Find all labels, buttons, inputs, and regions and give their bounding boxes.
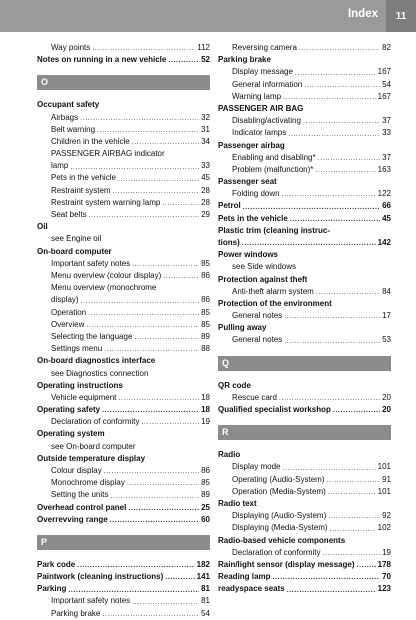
index-entry: Radio-based vehicle components (218, 535, 346, 545)
dot-leader (70, 163, 199, 173)
index-entry-label: display) (51, 295, 79, 305)
index-entry-page: 82 (382, 42, 391, 52)
dot-leader (287, 586, 376, 596)
index-entry-page: 102 (377, 523, 391, 533)
index-entry-page: 18 (201, 392, 210, 402)
index-entry-label: tions) (218, 237, 240, 247)
index-entry-label: Seat belts (51, 210, 87, 220)
index-entry-page: 112 (197, 42, 210, 52)
index-letter-heading: R (218, 425, 391, 440)
index-entry-label: lamp (51, 161, 69, 171)
dot-leader (284, 312, 380, 322)
index-entry: Menu overview (monochrome (51, 283, 157, 293)
index-letter-heading: O (37, 75, 210, 90)
index-column-right (218, 42, 391, 596)
index-entry-label: Setting the units (51, 490, 109, 500)
dot-leader (77, 561, 194, 571)
index-entry-label: Overview (51, 319, 85, 329)
index-entry: Occupant safety (37, 100, 100, 110)
index-entry-page: 33 (382, 128, 391, 138)
index-entry-page: 92 (382, 511, 391, 521)
index-entry-label: Declaration of conformity (51, 417, 140, 427)
index-entry: Pulling away (218, 323, 267, 333)
index-entry-label: Petrol (218, 201, 241, 211)
dot-leader (86, 321, 199, 331)
index-entry-page: 85 (201, 258, 210, 268)
index-entry-page: 86 (201, 270, 210, 280)
dot-leader (88, 309, 199, 319)
dot-leader (163, 272, 199, 282)
dot-leader (330, 525, 376, 535)
index-entry (37, 608, 210, 620)
index-entry-page: 123 (377, 584, 391, 594)
index-entry (37, 42, 210, 54)
index-entry-label: readyspace seats (218, 584, 285, 594)
index-entry-page: 20 (382, 405, 391, 415)
index-entry-page: 86 (201, 465, 210, 475)
index-entry-label: Rain/light sensor (display message) (218, 559, 355, 569)
dot-leader (284, 337, 380, 347)
index-entry-label: Paintwork (cleaning instructions) (37, 572, 164, 582)
index-entry (37, 559, 210, 571)
index-entry: On-board diagnostics interface (37, 356, 156, 366)
index-entry-label: Display mode (232, 462, 281, 472)
index-entry: Parking brake (218, 55, 271, 65)
index-entry-label: Important safety notes (51, 258, 131, 268)
dot-leader (356, 561, 375, 571)
index-entry (218, 547, 391, 559)
dot-leader (316, 288, 380, 298)
index-entry (37, 270, 210, 282)
dot-leader (243, 203, 380, 213)
index-entry-label: Park code (37, 559, 76, 569)
index-entry: Radio text (218, 499, 257, 508)
dot-leader (104, 467, 199, 477)
index-entry: see On-board computer (51, 441, 136, 451)
index-entry (37, 319, 210, 331)
index-column-left (37, 42, 210, 620)
index-entry (37, 54, 210, 66)
index-entry (37, 502, 210, 514)
index-entry: Operating instructions (37, 380, 123, 390)
index-entry (218, 571, 391, 583)
index-entry (37, 173, 210, 185)
index-entry (218, 66, 391, 78)
dot-leader (304, 81, 380, 91)
index-entry (37, 465, 210, 477)
index-entry: Protection against theft (218, 274, 308, 284)
dot-leader (102, 610, 199, 620)
index-entry-label: Reversing camera (232, 42, 297, 52)
index-entry (218, 237, 391, 249)
index-entry-page: 19 (382, 547, 391, 557)
index-entry-label: Operation (Media-System) (232, 486, 326, 496)
index-entry-page: 29 (201, 210, 210, 220)
index-entry-page: 91 (382, 474, 391, 484)
index-entry-label: Pets in the vehicle (51, 173, 116, 183)
index-entry-page: 31 (201, 124, 210, 134)
index-entry (218, 335, 391, 347)
index-entry (218, 42, 391, 54)
index-entry-page: 37 (382, 116, 391, 126)
index-entry-label: Overrevving range (37, 514, 108, 524)
index-entry-page: 34 (201, 136, 210, 146)
index-entry: PASSENGER AIR BAG (218, 103, 304, 113)
index-entry-page: 37 (382, 152, 391, 162)
dot-leader (295, 69, 376, 79)
index-entry: Plastic trim (cleaning instruc- (218, 225, 331, 235)
page-header (0, 0, 416, 32)
dot-leader (141, 418, 199, 428)
index-entry-label: Settings menu (51, 344, 103, 354)
index-entry (37, 583, 210, 595)
dot-leader (328, 488, 376, 498)
dot-leader (110, 516, 199, 526)
index-entry (218, 559, 391, 571)
dot-leader (290, 215, 380, 225)
index-entry-label: Folding down (232, 189, 280, 199)
index-entry (37, 477, 210, 489)
index-entry: PASSENGER AIRBAG indicator (51, 149, 165, 159)
index-entry (37, 514, 210, 526)
index-entry-label: Colour display (51, 465, 102, 475)
dot-leader (279, 394, 380, 404)
dot-leader (318, 154, 380, 164)
index-entry-label: Monochrome display (51, 478, 125, 488)
index-entry (37, 489, 210, 501)
index-entry-label: Anti-theft alarm system (232, 286, 314, 296)
index-entry-label: Restraint system warning lamp (51, 197, 161, 207)
dot-leader (315, 166, 375, 176)
index-entry-label: Operation (51, 307, 87, 317)
index-entry-label: Declaration of conformity (232, 547, 321, 557)
index-entry-page: 60 (201, 514, 210, 524)
index-entry-label: Enabling and disabling* (232, 152, 316, 162)
index-entry-label: Disabling/activating (232, 116, 301, 126)
index-entry (218, 213, 391, 225)
index-letter-heading: P (37, 535, 210, 550)
index-entry-label: General information (232, 79, 303, 89)
index-entry (218, 79, 391, 91)
index-entry: Protection of the environment (218, 298, 332, 308)
index-entry (218, 152, 391, 164)
index-entry (37, 185, 210, 197)
index-entry-label: General notes (232, 335, 283, 345)
index-entry (218, 310, 391, 322)
dot-leader (333, 406, 380, 416)
index-entry: Radio (218, 450, 241, 460)
index-entry-page: 45 (201, 173, 210, 183)
dot-leader (168, 56, 199, 66)
index-entry-page: 45 (382, 213, 391, 223)
dot-leader (81, 297, 200, 307)
index-entry-page: 141 (196, 572, 210, 582)
dot-leader (282, 464, 375, 474)
index-entry: On-board computer (37, 246, 112, 256)
index-entry (37, 307, 210, 319)
index-entry (37, 136, 210, 148)
index-entry: Passenger airbag (218, 140, 285, 150)
index-entry-page: 32 (201, 112, 210, 122)
index-entry-page: 66 (382, 201, 391, 211)
index-entry-page: 89 (201, 331, 210, 341)
index-entry (218, 522, 391, 534)
index-entry-page: 53 (382, 335, 391, 345)
dot-leader (288, 130, 380, 140)
index-entry-label: Qualified specialist workshop (218, 405, 331, 415)
index-entry-label: Overhead control panel (37, 502, 127, 512)
header-title: Index (347, 8, 378, 20)
dot-leader (134, 333, 199, 343)
index-entry-label: Operating safety (37, 405, 101, 415)
index-entry-page: 89 (201, 490, 210, 500)
dot-leader (303, 117, 380, 127)
index-entry (37, 160, 210, 172)
index-entry-page: 167 (377, 91, 391, 101)
index-entry (218, 474, 391, 486)
index-entry-page: 54 (382, 79, 391, 89)
index-entry-page: 101 (377, 462, 391, 472)
index-entry-page: 33 (201, 161, 210, 171)
dot-leader (272, 573, 380, 583)
dot-leader (328, 512, 380, 522)
index-entry (37, 343, 210, 355)
index-entry-page: 28 (201, 185, 210, 195)
index-entry (37, 258, 210, 270)
index-entry (218, 286, 391, 298)
index-entry (218, 583, 391, 595)
index-entry-page: 167 (377, 67, 391, 77)
index-entry-label: Way points (51, 42, 91, 52)
dot-leader (326, 476, 380, 486)
index-entry-page: 85 (201, 307, 210, 317)
dot-leader (113, 187, 200, 197)
index-entry (218, 91, 391, 103)
dot-leader (162, 199, 199, 209)
index-entry-label: Indicator lamps (232, 128, 287, 138)
index-entry (37, 124, 210, 136)
index-entry-label: Displaying (Media-System) (232, 523, 328, 533)
dot-leader (322, 549, 380, 559)
dot-leader (127, 479, 199, 489)
index-entry-label: Displaying (Audio-System) (232, 511, 327, 521)
index-entry-page: 52 (201, 55, 210, 65)
index-entry (37, 112, 210, 124)
index-entry: Passenger seat (218, 177, 277, 187)
index-entry-page: 81 (201, 584, 210, 594)
index-entry (37, 596, 210, 608)
index-entry (218, 392, 391, 404)
dot-leader (89, 211, 200, 221)
index-entry-page: 86 (201, 295, 210, 305)
index-entry (218, 164, 391, 176)
index-entry-page: 70 (382, 572, 391, 582)
index-entry (218, 115, 391, 127)
dot-leader (282, 190, 376, 200)
index-entry: see Engine oil (51, 234, 102, 244)
index-entry (37, 416, 210, 428)
dot-leader (242, 239, 376, 249)
dot-leader (118, 394, 199, 404)
page-number: 11 (386, 0, 416, 32)
dot-leader (118, 175, 199, 185)
dot-leader (68, 586, 199, 596)
index-entry-page: 84 (382, 286, 391, 296)
index-entry-page: 178 (377, 559, 391, 569)
index-entry-page: 17 (382, 311, 391, 321)
dot-leader (102, 406, 199, 416)
index-entry-label: Problem (malfunction)* (232, 164, 314, 174)
dot-leader (104, 345, 199, 355)
index-entry (218, 486, 391, 498)
index-entry (37, 209, 210, 221)
index-entry-label: Reading lamp (218, 572, 271, 582)
dot-leader (110, 492, 199, 502)
index-entry-label: Notes on running in a new vehicle (37, 55, 167, 65)
index-entry: Oil (37, 222, 48, 232)
index-entry-page: 142 (377, 237, 391, 247)
index-entry-label: Parking (37, 584, 67, 594)
index-entry-label: Restraint system (51, 185, 111, 195)
index-entry: Operating system (37, 429, 105, 439)
dot-leader (128, 504, 199, 514)
index-entry-label: Warning lamp (232, 91, 282, 101)
index-entry-label: Operating (Audio-System) (232, 474, 325, 484)
index-entry (218, 510, 391, 522)
index-entry-label: Airbags (51, 112, 79, 122)
index-entry-label: Parking brake (51, 608, 101, 618)
index-entry (37, 331, 210, 343)
index-entry-page: 81 (201, 596, 210, 606)
index-entry (218, 200, 391, 212)
index-entry-label: Belt warning (51, 124, 96, 134)
index-entry-page: 19 (201, 417, 210, 427)
index-entry (37, 404, 210, 416)
index-entry-page: 182 (196, 559, 210, 569)
index-entry-label: Pets in the vehicle (218, 213, 288, 223)
dot-leader (132, 260, 199, 270)
index-entry-page: 122 (377, 189, 391, 199)
dot-leader (283, 93, 376, 103)
index-entry-page: 85 (201, 478, 210, 488)
dot-leader (132, 598, 199, 608)
index-entry (37, 571, 210, 583)
index-entry: Outside temperature display (37, 453, 146, 463)
index-entry-label: Vehicle equipment (51, 392, 117, 402)
index-entry-page: 20 (382, 392, 391, 402)
index-entry (218, 188, 391, 200)
index-entry (218, 404, 391, 416)
index-entry: QR code (218, 380, 251, 390)
index-entry-page: 28 (201, 197, 210, 207)
dot-leader (132, 138, 199, 148)
dot-leader (299, 44, 380, 54)
index-entry-page: 18 (201, 405, 210, 415)
index-entry (37, 197, 210, 209)
dot-leader (97, 126, 199, 136)
dot-leader (80, 114, 199, 124)
index-entry: see Diagnostics connection (51, 368, 149, 378)
index-entry (218, 127, 391, 139)
index-entry-page: 54 (201, 608, 210, 618)
index-entry-label: Important safety notes (51, 596, 131, 606)
index-entry-label: General notes (232, 311, 283, 321)
index-entry-label: Rescue card (232, 392, 277, 402)
index-entry-page: 25 (201, 502, 210, 512)
index-entry-page: 88 (201, 344, 210, 354)
index-entry: see Side windows (232, 262, 297, 272)
index-entry-label: Children in the vehicle (51, 136, 130, 146)
index-entry-label: Selecting the language (51, 331, 133, 341)
index-letter-heading: Q (218, 356, 391, 371)
index-entry: Power windows (218, 250, 279, 260)
index-entry-page: 101 (377, 486, 391, 496)
index-entry (218, 461, 391, 473)
dot-leader (165, 573, 194, 583)
index-entry (37, 392, 210, 404)
index-entry-page: 85 (201, 319, 210, 329)
dot-leader (92, 44, 195, 54)
index-entry-label: Display message (232, 67, 293, 77)
index-entry-label: Menu overview (colour display) (51, 270, 162, 280)
index-entry-page: 163 (377, 164, 391, 174)
index-entry (37, 294, 210, 306)
